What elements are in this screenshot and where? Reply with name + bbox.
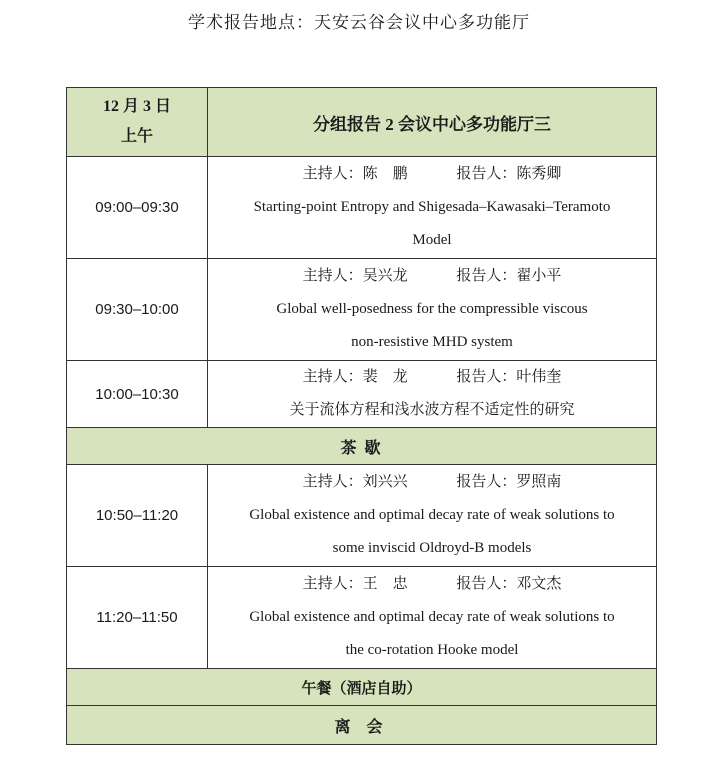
session-date-cell (67, 88, 208, 157)
table-row (67, 361, 657, 428)
lunch-row (67, 669, 657, 706)
talk-title-line: the co-rotation Hooke model (345, 642, 519, 658)
tea-break-row (67, 428, 657, 465)
table-row (67, 567, 657, 669)
schedule-table (66, 87, 657, 745)
session-title: 分组报告 2 会议中心多功能厅三 (208, 88, 657, 157)
talk-speaker: 报告人：罗照南 (456, 474, 562, 490)
talk-title-line: Global existence and optimal decay rate of weak solutions to (249, 507, 615, 523)
talk-time: 11:20–11:50 (67, 567, 208, 669)
talk-time: 09:00–09:30 (67, 157, 208, 259)
talk-info (208, 465, 657, 567)
talk-chair: 主持人：王 忠 (302, 576, 408, 592)
talk-info (208, 567, 657, 669)
talk-speaker: 报告人：陈秀卿 (456, 166, 562, 182)
adjourn-row (67, 706, 657, 745)
talk-time: 10:00–10:30 (67, 361, 208, 428)
talk-chair: 主持人：陈 鹏 (302, 166, 408, 182)
talk-info (208, 361, 657, 428)
talk-title-line: some inviscid Oldroyd-B models (332, 540, 532, 556)
session-header-row (67, 88, 657, 157)
talk-chair: 主持人：刘兴兴 (302, 474, 408, 490)
talk-speaker: 报告人：邓文杰 (456, 576, 562, 592)
table-row (67, 465, 657, 567)
adjourn-label: 离 会 (67, 706, 657, 745)
talk-speaker: 报告人：叶伟奎 (456, 369, 562, 385)
talk-info (208, 157, 657, 259)
talk-time: 10:50–11:20 (67, 465, 208, 567)
lunch-label: 午餐（酒店自助） (67, 669, 657, 706)
venue-heading: 学术报告地点：天安云谷会议中心多功能厅 (188, 13, 530, 32)
talk-title-line: Global existence and optimal decay rate of weak solutions to (249, 609, 615, 625)
talk-title-line: Model (412, 232, 452, 248)
tea-break-label: 茶 歇 (67, 428, 657, 465)
talk-chair: 主持人：吴兴龙 (302, 268, 408, 284)
table-row (67, 157, 657, 259)
talk-info (208, 259, 657, 361)
talk-title-line: Starting-point Entropy and Shigesada–Kawasaki–Teramoto (253, 199, 611, 215)
talk-time: 09:30–10:00 (67, 259, 208, 361)
session-period: 上午 (120, 128, 153, 145)
talk-title-line: non-resistive MHD system (351, 334, 513, 350)
talk-title-line: 关于流体方程和浅水波方程不适定性的研究 (289, 402, 575, 418)
talk-chair: 主持人：裴 龙 (302, 369, 408, 385)
talk-speaker: 报告人：翟小平 (456, 268, 562, 284)
talk-title-line: Global well-posedness for the compressible viscous (276, 301, 588, 317)
session-date: 12 月 3 日 (102, 98, 171, 115)
table-row (67, 259, 657, 361)
